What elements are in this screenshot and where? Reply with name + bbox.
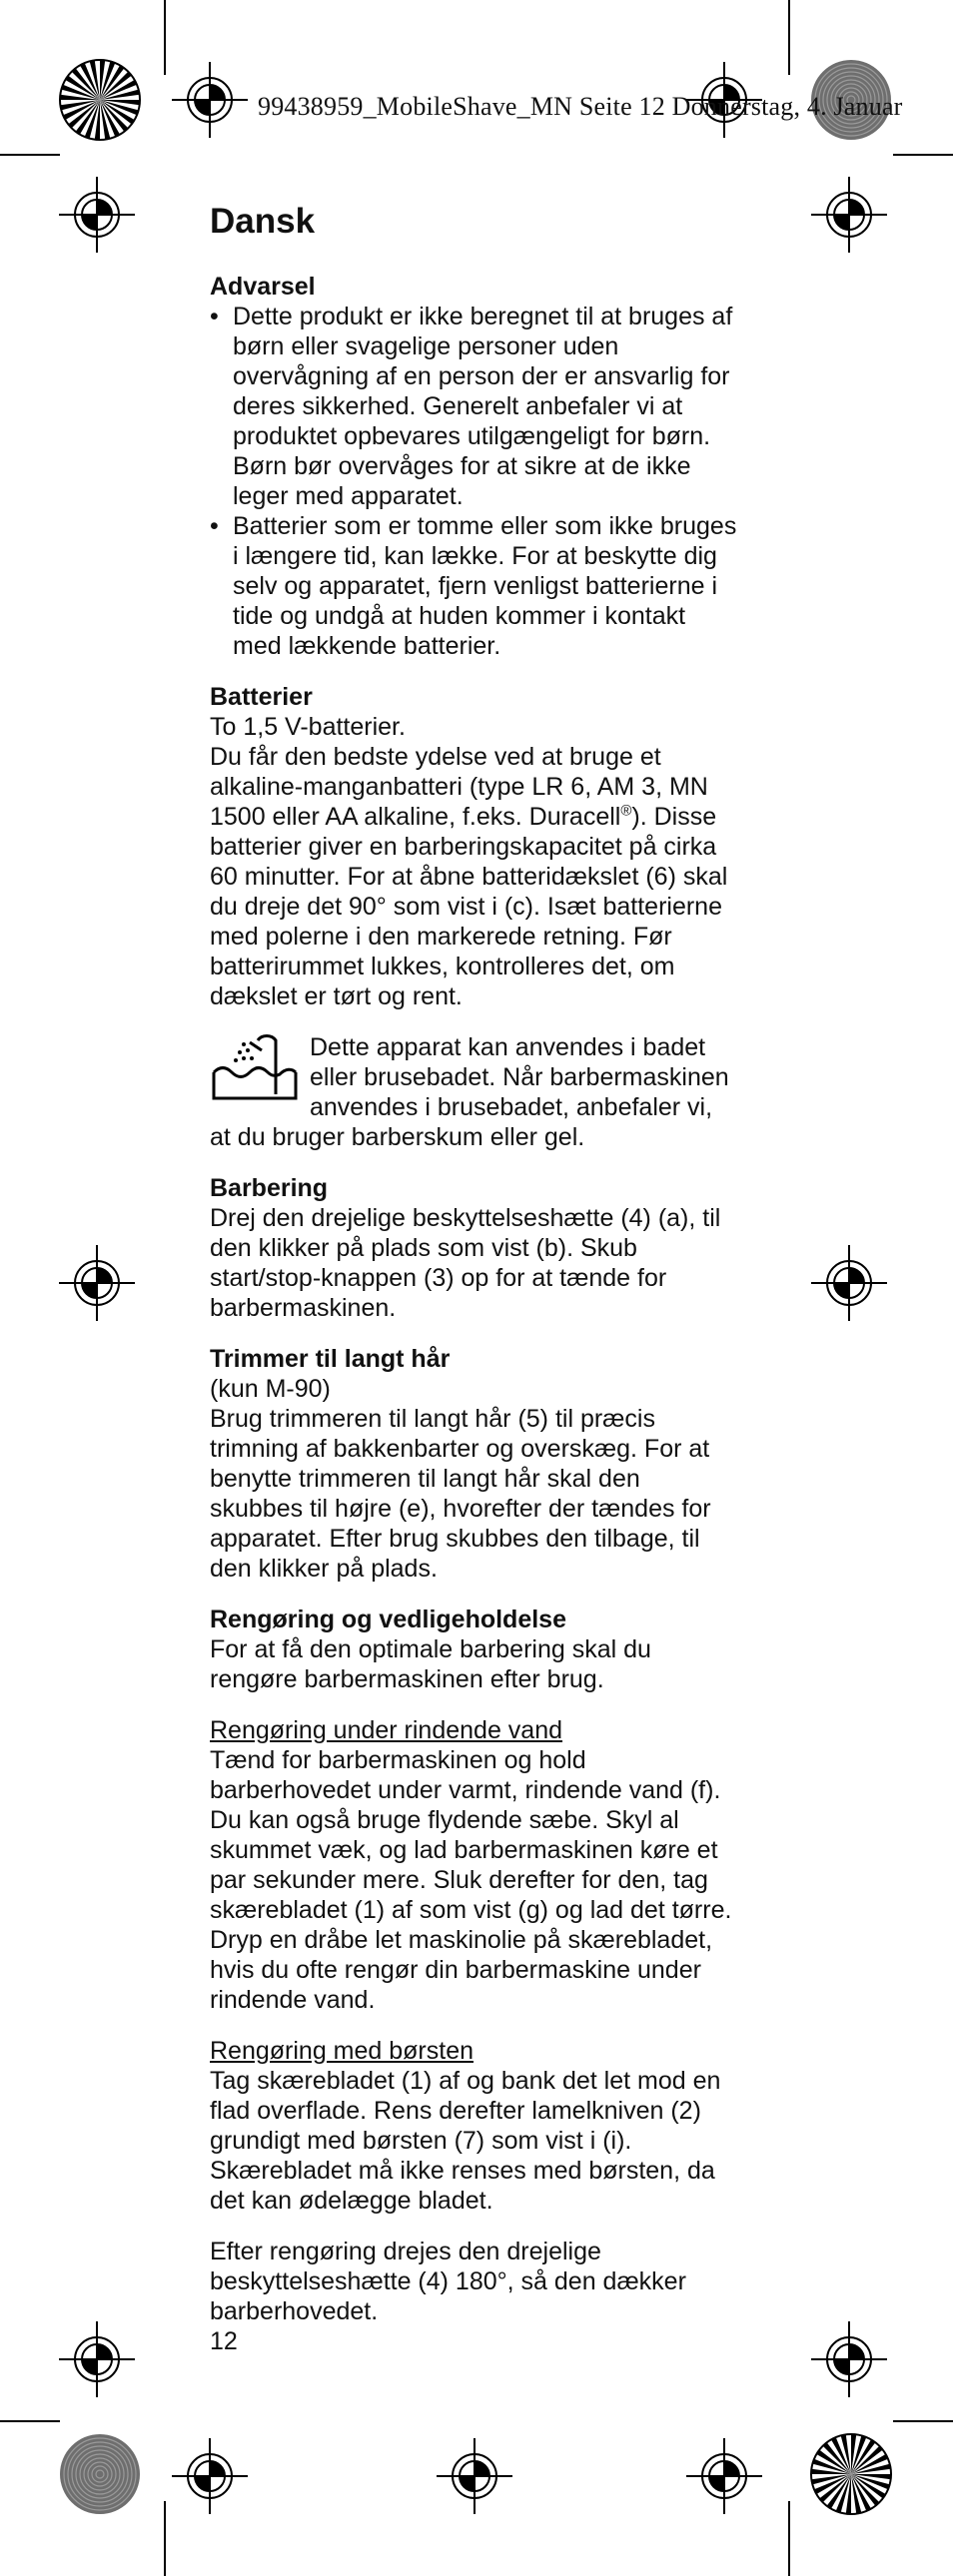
crosshair-registration-icon [172,2438,248,2514]
cleaning-section [210,1605,739,1694]
registered-mark: ® [620,802,632,820]
page-content [210,200,739,2356]
warning-bullet-children: • Dette produkt er ikke beregnet til at bruges af børn eller svagelige personer uden overvågning af en person der er ansvarlig for deres sikkerhed. Generelt anbefaler vi at produktet opbevares utilgængeligt for børn. Børn bør overvåges for at sikre at de ikke leger med apparatet. [210,302,739,511]
batteries-text-part1: Du får den bedste ydelse ved at bruge et alkaline-manganbatteri (type LR 6, AM 3, MN 1500 eller AA alkaline, f.eks. Duracell [210,743,708,831]
trimmer-section [210,1344,739,1584]
shower-icon [210,1032,300,1104]
crosshair-registration-icon [437,2438,512,2514]
brush-cleaning-section [210,2036,739,2216]
batteries-text-part2: ). Disse batterier giver en barberingskapacitet på cirka 60 minutter. For at åbne batteridækslet (6) skal du dreje det 90° som vist i (c). Isæt batterierne med polerne i den markerede retning. Før batterirummet lukkes, kontrolleres det, om dækslet er tørt og rent. [210,803,728,1010]
trimmer-heading: Trimmer til langt hår [210,1345,451,1373]
crosshair-registration-icon [59,2321,135,2397]
cleaning-heading: Rengøring og vedligeholdelse [210,1606,566,1633]
warning-list [210,302,739,661]
crosshair-registration-icon [811,1245,887,1321]
batteries-voltage: To 1,5 V-batterier. [210,713,406,741]
sunburst-target-icon [811,2434,891,2514]
print-header-line: 99438959_MobileShave_MN Seite 12 Donnerstag, 4. Januar [258,92,903,121]
shaving-heading: Barbering [210,1174,329,1202]
batteries-text [210,742,739,1011]
trimmer-note: (kun M-90) [210,1375,331,1403]
crosshair-registration-icon [59,177,135,253]
page-number: 12 [210,2327,238,2355]
shower-section [210,1032,739,1152]
batteries-heading: Batterier [210,683,313,711]
warning-section [210,272,739,661]
crosshair-registration-icon [811,177,887,253]
batteries-section [210,682,739,1011]
brush-cleaning-text: Tag skærebladet (1) af og bank det let mod en flad overflade. Rens derefter lamelkniven (2) grundigt med børsten (7) som vist i (i). Skærebladet må ikke renses med børsten, da det kan ødelægge bladet. [210,2067,721,2215]
shaving-text: Drej den drejelige beskyttelseshætte (4) (a), til den klikker på plads som vist (b). Skub start/stop-knappen (3) op for at tænde for barbermaskinen. [210,1204,721,1322]
warning-heading: Advarsel [210,273,316,301]
crosshair-registration-icon [59,1245,135,1321]
water-cleaning-section [210,1715,739,2015]
crosshair-registration-icon [811,2321,887,2397]
crosshair-registration-icon [686,2438,762,2514]
shaving-section [210,1173,739,1323]
trimmer-text: Brug trimmeren til langt hår (5) til præcis trimning af bakkenbarter og overskæg. For at benytte trimmeren til langt hår skal den skubbes til højre (e), hvorefter der tændes for apparatet. Efter brug skubbes den tilbage, til den klikker på plads. [210,1405,711,1583]
page-title: Dansk [210,202,316,241]
brush-cleaning-heading: Rengøring med børsten [210,2037,475,2065]
cleaning-intro: For at få den optimale barbering skal du rengøre barbermaskinen efter brug. [210,1635,651,1693]
warning-bullet-batteries: • Batterier som er tomme eller som ikke bruges i længere tid, kan lække. For at beskytte dig selv og apparatet, fjern venligst batterierne i tide og undgå at huden kommer i kontakt med lækkende batterier. [210,511,739,661]
after-cleaning-text: Efter rengøring drejes den drejelige beskyttelseshætte (4) 180°, så den dækker barberhovedet. [210,2238,686,2325]
water-cleaning-heading: Rengøring under rindende vand [210,1716,563,1744]
crosshair-registration-icon [172,62,248,138]
sunburst-target-icon [60,60,140,140]
water-cleaning-text: Tænd for barbermaskinen og hold barberhovedet under varmt, rindende vand (f). Du kan også bruge flydende sæbe. Skyl al skummet væk, og lad barbermaskinen køre et par sekunder mere. Sluk derefter for den, tag skærebladet (1) af som vist (g) og lad det tørre. Dryp en dråbe let maskinolie på skærebladet, hvis du ofte rengør din barbermaskine under rindende vand. [210,1746,732,2014]
after-cleaning-section [210,2237,739,2326]
shower-text: Dette apparat kan anvendes i badet eller brusebadet. Når barbermaskinen anvendes i brusebadet, anbefaler vi, at du bruger barberskum eller gel. [210,1033,729,1151]
grey-target-icon [60,2434,140,2514]
